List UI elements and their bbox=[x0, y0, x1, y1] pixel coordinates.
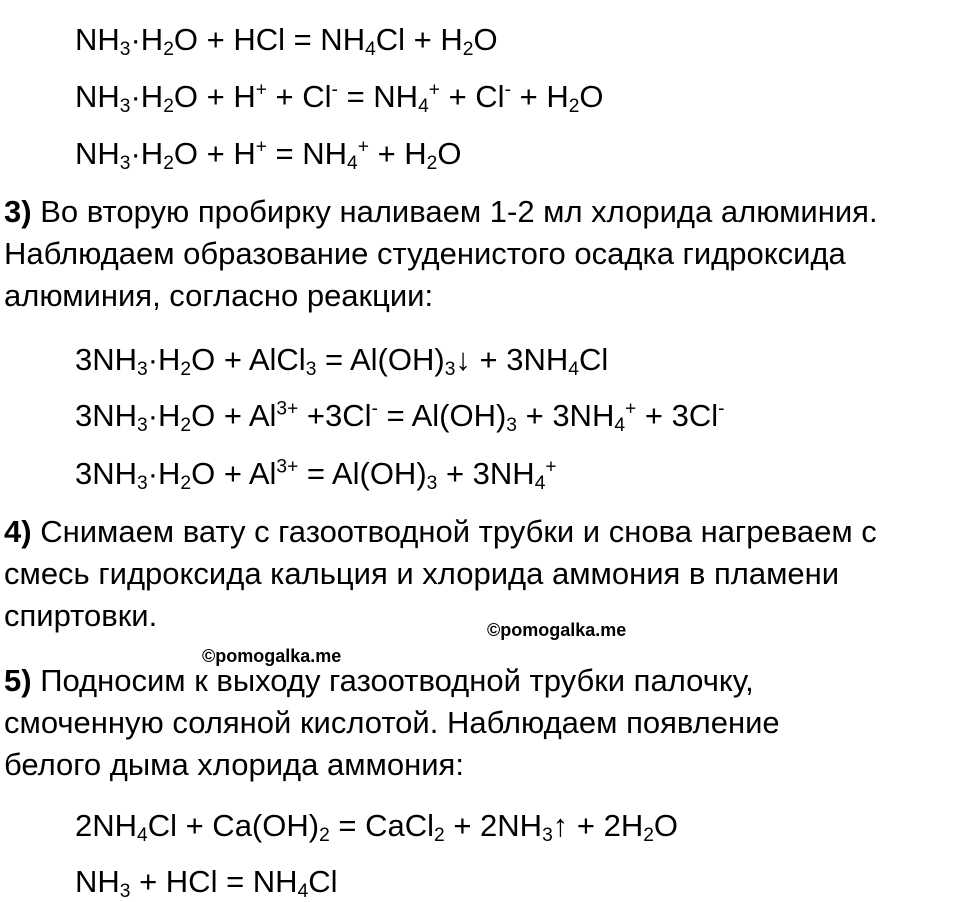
subscript: 2 bbox=[319, 824, 330, 846]
subscript: 4 bbox=[297, 880, 309, 902]
superscript: + bbox=[428, 79, 440, 101]
subscript: 3 bbox=[426, 472, 438, 494]
step-4-paragraph bbox=[4, 511, 956, 637]
subscript: 3 bbox=[119, 152, 131, 174]
paragraph-line: смоченную соляной кислотой. Наблюдаем появление bbox=[4, 705, 780, 740]
subscript: 3 bbox=[444, 358, 456, 380]
watermark-text: ©pomogalka.me bbox=[487, 620, 627, 640]
step-number: 4) bbox=[4, 514, 32, 549]
subscript: 2 bbox=[180, 358, 192, 380]
step-number: 3) bbox=[4, 194, 32, 229]
superscript: 3+ bbox=[276, 398, 299, 420]
subscript: 2 bbox=[163, 38, 174, 60]
subscript: 4 bbox=[614, 414, 626, 436]
subscript: 3 bbox=[119, 95, 131, 117]
subscript: 2 bbox=[163, 95, 174, 117]
superscript: - bbox=[718, 398, 725, 420]
equation-line: $2NH_4Cl + Ca(OH)_2$ = CaCl$_2$ + $2NH_3↑ + 2H_2O$ bbox=[75, 808, 679, 846]
subscript: 3 bbox=[506, 414, 517, 436]
step-5-paragraph bbox=[4, 660, 956, 786]
subscript: 3 bbox=[137, 472, 148, 494]
paragraph-line bbox=[4, 191, 956, 233]
subscript: 2 bbox=[180, 472, 192, 494]
subscript: 2 bbox=[568, 95, 580, 117]
equation-line: $NH_3\cdot H_2O + H^+ + Cl^- = NH_4^+ + Cl^- + H_2O$ bbox=[75, 79, 604, 117]
equation-line: $NH_3\cdot H_2O$ + HCl = $NH_4Cl + H_2O$ bbox=[75, 22, 498, 60]
watermark-text: ©pomogalka.me bbox=[202, 646, 342, 666]
step-3-paragraph bbox=[4, 191, 956, 317]
subscript: 4 bbox=[347, 152, 358, 174]
superscript: - bbox=[331, 79, 338, 101]
superscript: + bbox=[545, 456, 557, 478]
subscript: 3 bbox=[542, 824, 553, 846]
paragraph-text: Во вторую пробирку наливаем 1-2 мл хлорида алюминия. bbox=[31, 194, 878, 229]
equation-line: $NH_3\cdot H_2O + H^+ = NH_4^+ + H_2O$ bbox=[75, 136, 462, 174]
paragraph-line bbox=[4, 511, 956, 553]
superscript: - bbox=[504, 79, 511, 101]
subscript: 4 bbox=[534, 472, 546, 494]
subscript: 4 bbox=[568, 358, 579, 380]
superscript: + bbox=[357, 136, 369, 158]
subscript: 3 bbox=[137, 358, 148, 380]
subscript: 2 bbox=[163, 152, 174, 174]
equation-line: $3NH_3\cdot H_2O + Al^{3+} = Al(OH)_3 + 3NH_4^+$ bbox=[75, 456, 557, 494]
subscript: 4 bbox=[365, 38, 376, 60]
subscript: 2 bbox=[462, 38, 474, 60]
superscript: - bbox=[371, 398, 378, 420]
subscript: 2 bbox=[643, 824, 654, 846]
paragraph-text: Снимаем вату с газоотводной трубки и снова нагреваем с bbox=[31, 514, 877, 549]
subscript: 2 bbox=[180, 414, 192, 436]
subscript: 3 bbox=[137, 414, 148, 436]
equation-line: $3NH_3\cdot H_2O + Al^{3+} +3Cl^- = Al(OH)_3 + 3NH_4^+ + 3Cl^-$ bbox=[75, 398, 725, 436]
paragraph-line: смесь гидроксида кальция и хлорида аммония в пламени bbox=[4, 556, 840, 591]
paragraph-line: Наблюдаем образование студенистого осадка гидроксида bbox=[4, 236, 846, 271]
paragraph-line bbox=[4, 660, 956, 702]
superscript: + bbox=[255, 136, 267, 158]
subscript: 2 bbox=[426, 152, 438, 174]
equation-line: $3NH_3\cdot H_2O$ + AlCl$_3$ = $Al(OH)_3↓ + 3NH_4Cl$ bbox=[75, 342, 609, 380]
superscript: + bbox=[255, 79, 267, 101]
paragraph-line: спиртовки. bbox=[4, 598, 158, 633]
step-number: 5) bbox=[4, 663, 32, 698]
superscript: 3+ bbox=[276, 456, 299, 478]
subscript: 3 bbox=[119, 880, 131, 902]
superscript: + bbox=[625, 398, 637, 420]
subscript: 4 bbox=[137, 824, 148, 846]
subscript: 3 bbox=[305, 358, 317, 380]
paragraph-line: белого дыма хлорида аммония: bbox=[4, 747, 464, 782]
equation-line: $NH_3$ + HCl = $NH_4Cl$ bbox=[75, 864, 338, 902]
subscript: 2 bbox=[434, 824, 445, 846]
paragraph-line: алюминия, согласно реакции: bbox=[4, 278, 434, 313]
paragraph-text: Подносим к выходу газоотводной трубки палочку, bbox=[31, 663, 754, 698]
subscript: 4 bbox=[418, 95, 429, 117]
subscript: 3 bbox=[119, 38, 131, 60]
